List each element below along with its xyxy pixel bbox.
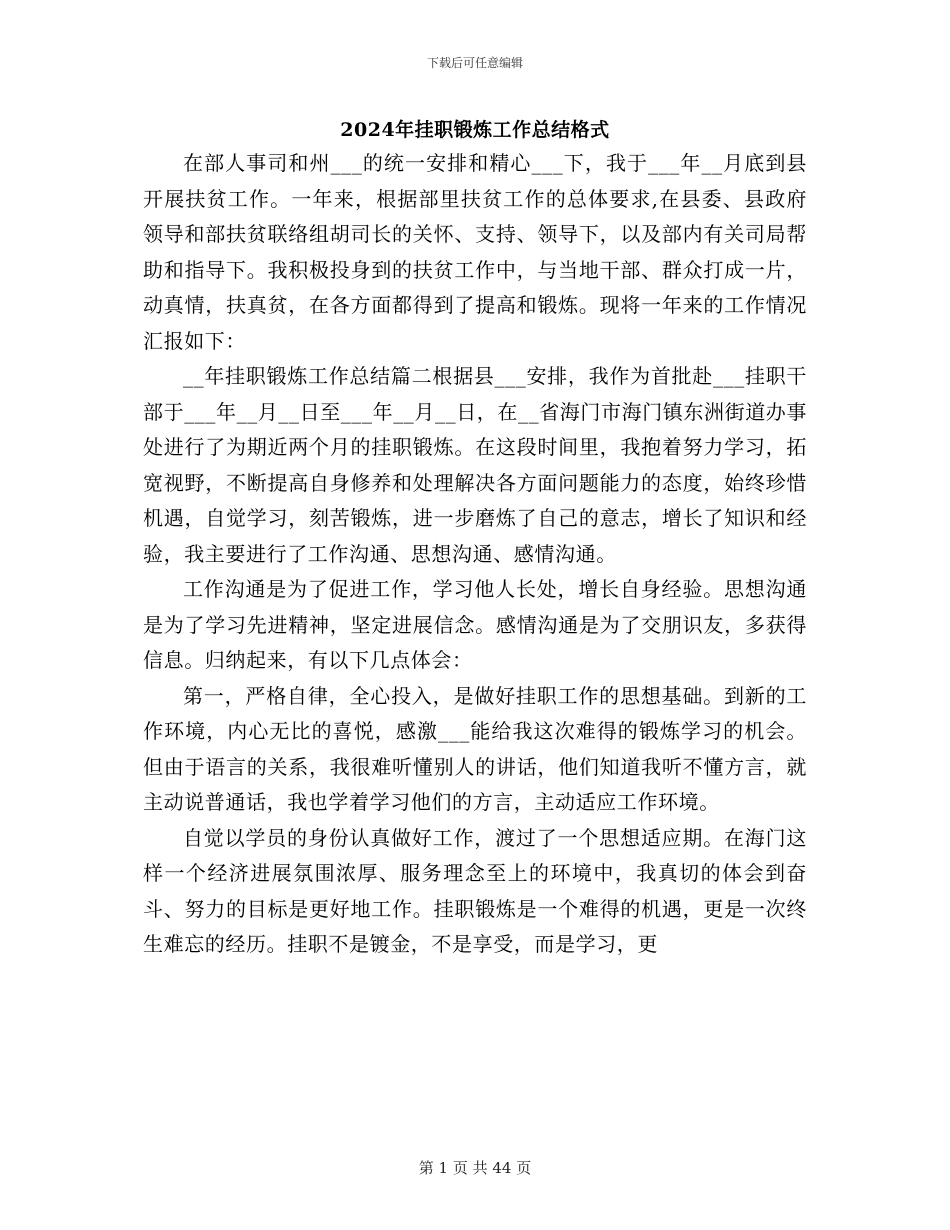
paragraph: 第一，严格自律，全心投入，是做好挂职工作的思想基础。到新的工作环境，内心无比的喜悦，感激___能给我这次难得的锻炼学习的机会。但由于语言的关系，我很难听懂别人的讲话，他们知道我听不懂方言，就主动说普通话，我也学着学习他们的方言，主动适应工作环境。 <box>143 683 807 814</box>
paragraph: 工作沟通是为了促进工作，学习他人长处，增长自身经验。思想沟通是为了学习先进精神，坚定进展信念。感情沟通是为了交朋识友，多获得信息。归纳起来，有以下几点体会： <box>143 577 807 672</box>
document-body <box>143 146 807 963</box>
document-title: 2024年挂职锻炼工作总结格式 <box>340 119 610 141</box>
paragraph: __年挂职锻炼工作总结篇二根据县___安排，我作为首批赴___挂职干部于___年__月__日至___年__月__日，在__省海门市海门镇东洲街道办事处进行了为期近两个月的挂职锻炼。在这段时间里，我抱着努力学习，拓宽视野，不断提高自身修养和处理解决各方面问题能力的态度，始终珍惜机遇，自觉学习，刻苦锻炼，进一步磨炼了自己的意志，增长了知识和经验，我主要进行了工作沟通、思想沟通、感情沟通。 <box>143 364 807 566</box>
page-number: 第 1 页 共 44 页 <box>418 1159 532 1177</box>
paragraph: 自觉以学员的身份认真做好工作，渡过了一个思想适应期。在海门这样一个经济进展氛围浓厚、服务理念至上的环境中，我真切的体会到奋斗、努力的目标是更好地工作。挂职锻炼是一个难得的机遇，更是一次终生难忘的经历。挂职不是镀金，不是享受，而是学习，更 <box>143 825 807 956</box>
header-note: 下载后可任意编辑 <box>426 56 523 70</box>
paragraph: 在部人事司和州___的统一安排和精心___下，我于___年__月底到县开展扶贫工作。一年来，根据部里扶贫工作的总体要求,在县委、县政府领导和部扶贫联络组胡司长的关怀、支持、领导下，以及部内有关司局帮助和指导下。我积极投身到的扶贫工作中，与当地干部、群众打成一片，动真情，扶真贫，在各方面都得到了提高和锻炼。现将一年来的工作情况汇报如下： <box>143 151 807 353</box>
